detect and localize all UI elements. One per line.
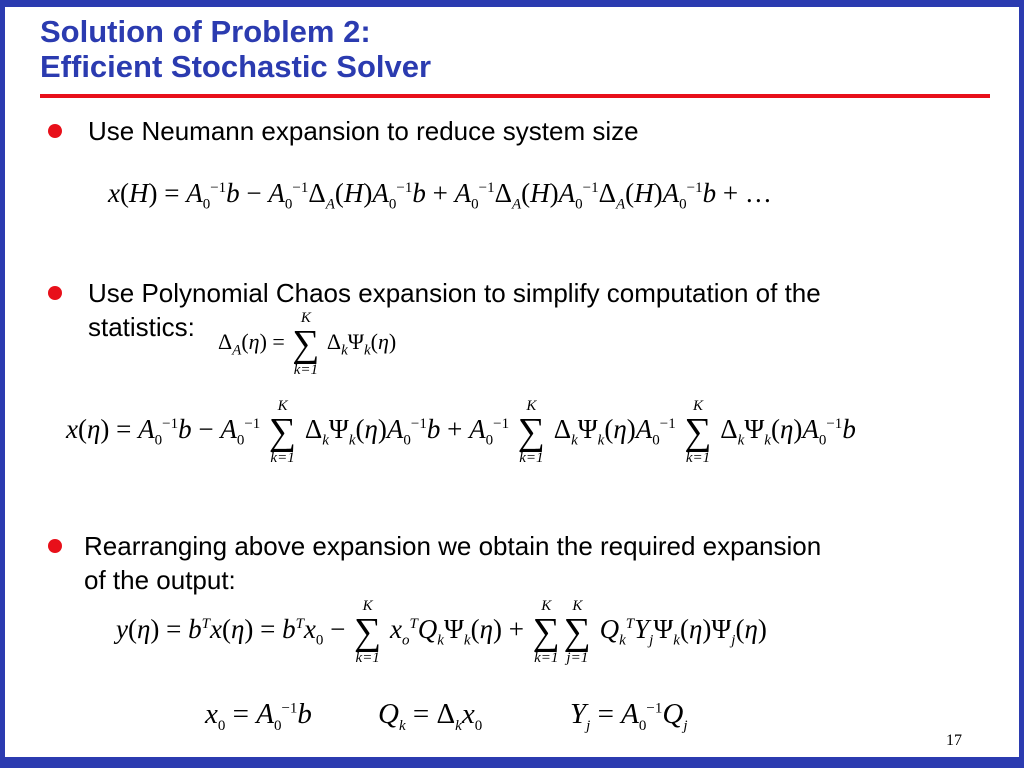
equation-x0-def: $x_0 = A_0^{-1}b$	[205, 698, 312, 734]
equation-yj-def: $Y_j = A_0^{-1}Q_j$	[570, 698, 688, 734]
bullet-text-2-line-1: Use Polynomial Chaos expansion to simplify computation of the	[88, 278, 821, 308]
equation-x-eta: $x(\eta) = A_0^{-1}b - A_0^{-1}$ K ∑ k=1 $\Delta_k\Psi_k(\eta)A_0^{-1}b + A_0^{-1}$ K ∑ k=1 $\Delta_k\Psi_k(\eta)A_0^{-1}$ K ∑ k=1 $\Delta_k\Psi_k(\eta)A_0^{-1}b$	[66, 398, 856, 466]
title-underline	[40, 94, 990, 98]
title-line-1: Solution of Problem 2:	[40, 14, 371, 49]
bullet-dot-3	[48, 539, 62, 553]
equation-qk-def: $Q_k = \Delta_kx_0$	[378, 698, 483, 734]
slide-title	[40, 14, 431, 84]
bullet-dot-2	[48, 286, 62, 300]
bullet-text-3-line-2: of the output:	[84, 565, 236, 595]
equation-pc-delta: $\Delta_A(\eta)$ = K ∑ k=1 $\Delta_k\Psi_k(\eta)$	[218, 310, 397, 378]
bullet-text-1: Use Neumann expansion to reduce system size	[88, 116, 639, 146]
equation-y-eta: $y(\eta) = b^Tx(\eta) = b^Tx_0$ − K ∑ k=1 $x_o^TQ_k\Psi_k(\eta)$ + K ∑ k=1 K ∑ j=1 $Q_k^TY_j\Psi_k(\eta)\Psi_j(\eta)$	[116, 598, 767, 666]
slide-right-border	[1019, 0, 1024, 768]
bullet-dot-1	[48, 124, 62, 138]
bullet-text-3-line-1: Rearranging above expansion we obtain the required expansion	[84, 531, 822, 561]
equation-neumann: $x(H) = A_0^{-1}b - A_0^{-1}\Delta_A(H)A_0^{-1}b + A_0^{-1}\Delta_A(H)A_0^{-1}\Delta_A(H)A_0^{-1}b$ + …	[108, 178, 772, 213]
slide-bottom-border	[0, 757, 1024, 768]
slide-top-border	[0, 0, 1024, 7]
page-number: 17	[946, 732, 962, 749]
bullet-text-2-line-2: statistics:	[88, 312, 195, 342]
slide-left-border	[0, 0, 5, 768]
title-line-2: Efficient Stochastic Solver	[40, 49, 432, 84]
